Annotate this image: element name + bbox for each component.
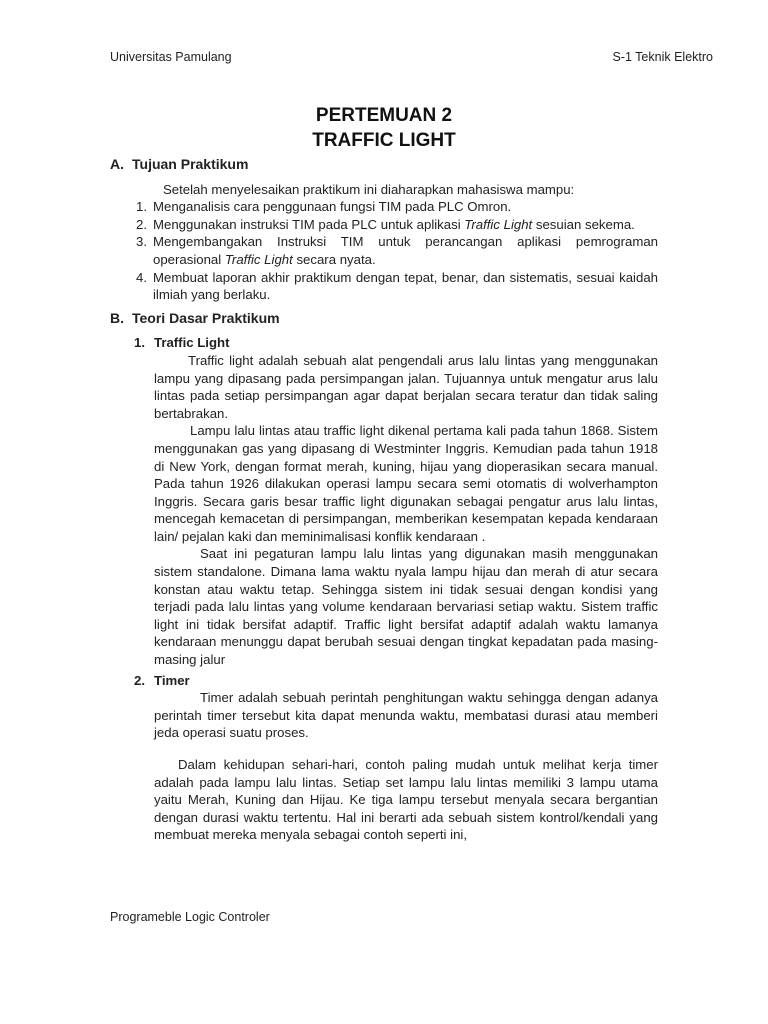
subsection-1-title: Traffic Light	[154, 335, 230, 351]
section-b-title: Teori Dasar Praktikum	[132, 309, 280, 326]
objective-text-italic: Traffic Light	[464, 216, 533, 232]
objective-item	[110, 198, 658, 216]
traffic-light-paragraph-1: Traffic light adalah sebuah alat pengendali arus lalu lintas yang menggunakan lampu yang dipasang pada persimpangan jalan. Tujuannya untuk mengatur arus lalu lintas pada setiap persimpangan agar dapat berjalan secara teratur dan tidak saling bertabrakan.	[154, 352, 658, 421]
subsection-2-title: Timer	[154, 672, 190, 688]
objective-text	[153, 216, 658, 234]
objective-text: Menganalisis cara penggunaan fungsi TIM pada PLC Omron.	[153, 199, 512, 215]
subsection-1-heading	[134, 334, 658, 352]
header-program: S-1 Teknik Elektro	[612, 50, 713, 64]
running-header	[110, 50, 713, 64]
page-title	[0, 103, 768, 153]
objective-number: 3.	[136, 234, 147, 250]
title-line-2: TRAFFIC LIGHT	[312, 130, 456, 151]
objective-number: 4.	[136, 269, 147, 285]
objective-number: 1.	[136, 199, 147, 215]
section-a-heading	[110, 156, 658, 174]
objective-number: 2.	[136, 216, 147, 232]
traffic-light-paragraph-3: Saat ini pegaturan lampu lalu lintas yang digunakan masih menggunakan sistem standalone. Dimana lama waktu nyala lampu hijau dan merah di atur secara konstan atau waktu tetap. Sehingga sistem ini tidak sesuai dengan kondisi yang terjadi pada lalu lintas yang volume kendaraan bervariasi setiap waktu. Sistem traffic light ini tidak bersifat adaptif. Traffic light bersifat adaptif adalah waktu lamanya kendaraan menunggu dapat berubah sesuai dengan tingkat kepadatan pada masing-masing jalur	[154, 546, 658, 668]
traffic-light-paragraph-2: Lampu lalu lintas atau traffic light dikenal pertama kali pada tahun 1868. Sistem menggunakan gas yang dipasang di Westminter Inggris. Kemudian pada tahun 1918 di New York, dengan format merah, kuning, hijau yang dioperasikan secara manual. Pada tahun 1926 dilakukan operasi lampu secara semi otomatis di wolverhampton Inggris. Secara garis besar traffic light digunakan sebagai pengatur arus lalu lintas, mencegah kemacetan di persimpangan, memberikan kesempatan kepada kendaraan lain/ pejalan kaki dan meminimalisasi konflik kendaraan .	[154, 423, 658, 544]
subsection-2-heading	[134, 672, 658, 690]
timer-paragraph-1: Timer adalah sebuah perintah penghitungan waktu sehingga dengan adanya perintah timer tersebut kita dapat menunda waktu, membatasi durasi atau memberi jeda operasi suatu proses.	[154, 690, 658, 741]
subsection-timer	[134, 672, 658, 844]
paragraph-spacer	[134, 742, 658, 756]
subsection-2-number: 2.	[134, 672, 145, 688]
section-b-letter: B.	[110, 309, 124, 326]
objective-text	[153, 233, 658, 268]
document-body	[110, 156, 658, 844]
objective-text: Membuat laporan akhir praktikum dengan tepat, benar, dan sistematis, sesuai kaidah ilmiah yang berlaku.	[153, 269, 658, 303]
objective-item	[110, 269, 658, 304]
header-university: Universitas Pamulang	[110, 50, 232, 64]
title-line-1: PERTEMUAN 2	[315, 105, 453, 126]
section-a-letter: A.	[110, 156, 124, 172]
running-footer: Programeble Logic Controler	[110, 910, 270, 924]
timer-paragraph-2: Dalam kehidupan sehari-hari, contoh paling mudah untuk melihat kerja timer adalah pada lampu lalu lintas. Setiap set lampu lalu lintas memiliki 3 lampu utama yaitu Merah, Kuning dan Hijau. Ke tiga lampu tersebut menyala secara bergantian dengan durasi waktu tertentu. Hal ini berarti ada sebuah sistem kontrol/kendali yang membuat mereka menyala sebagai contoh seperti ini,	[154, 757, 658, 843]
objective-text-part: secara nyata.	[292, 251, 376, 267]
objective-item	[110, 216, 658, 234]
objectives-lead: Setelah menyelesaikan praktikum ini diaharapkan mahasiswa mampu:	[163, 181, 575, 197]
objective-text-part: Mengembangakan Instruksi TIM untuk perancangan aplikasi pemrograman operasional	[153, 234, 658, 267]
objective-text-part: sesuian sekema.	[532, 216, 635, 232]
objectives-list	[110, 198, 658, 304]
objective-text-italic: Traffic Light	[224, 251, 293, 267]
subsection-traffic-light	[134, 334, 658, 668]
objective-item	[110, 233, 658, 268]
section-b-heading	[110, 310, 658, 328]
section-a-title: Tujuan Praktikum	[132, 156, 249, 172]
subsection-1-number: 1.	[134, 335, 145, 351]
objective-text-part: Menggunakan instruksi TIM pada PLC untuk aplikasi	[153, 216, 465, 232]
